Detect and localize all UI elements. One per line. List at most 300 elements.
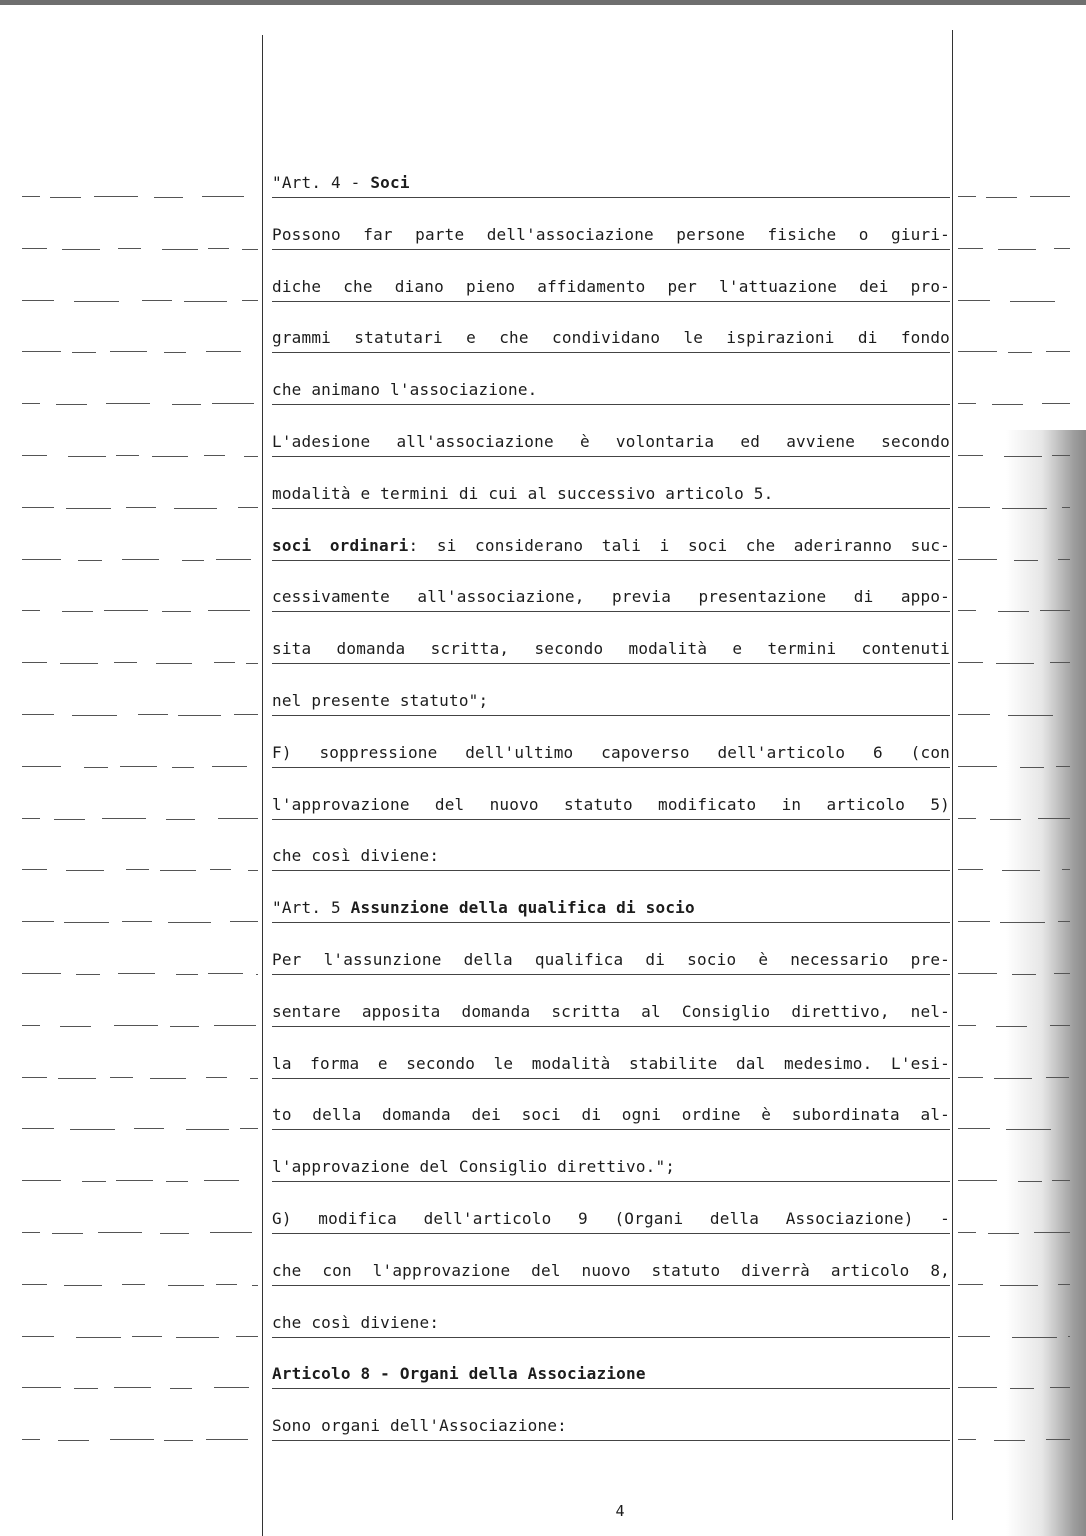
margin-rule bbox=[22, 1387, 61, 1388]
line-text-regular: Sono organi dell'Associazione: bbox=[272, 1416, 567, 1436]
margin-rule bbox=[958, 1180, 997, 1181]
margin-rule bbox=[116, 1180, 153, 1181]
text-line bbox=[272, 150, 950, 202]
line-text-regular: l'approvazione del nuovo statuto modificato in articolo 5) bbox=[272, 794, 950, 814]
text-line bbox=[272, 1186, 950, 1238]
line-text-bold: soci ordinari bbox=[272, 535, 409, 555]
line-underline bbox=[272, 352, 950, 353]
margin-rule bbox=[114, 1387, 151, 1388]
margin-rule bbox=[164, 1440, 193, 1441]
margin-rule bbox=[1054, 973, 1070, 974]
text-line bbox=[272, 409, 950, 461]
line-underline bbox=[272, 663, 950, 664]
text-line bbox=[272, 1134, 950, 1186]
margin-rule bbox=[172, 404, 201, 405]
margin-rule bbox=[994, 1440, 1025, 1441]
text-line bbox=[272, 1341, 950, 1393]
margin-rule bbox=[70, 1129, 115, 1130]
margin-rule bbox=[958, 921, 990, 922]
margin-rule bbox=[994, 1078, 1032, 1079]
margin-rule bbox=[214, 1025, 256, 1026]
margin-rule bbox=[206, 351, 241, 352]
line-text bbox=[272, 1314, 950, 1332]
margin-rule bbox=[166, 819, 195, 820]
line-underline bbox=[272, 870, 950, 871]
text-line bbox=[272, 202, 950, 254]
margin-rule bbox=[958, 300, 990, 301]
line-underline bbox=[272, 819, 950, 820]
margin-rule bbox=[122, 559, 159, 560]
margin-rule bbox=[178, 715, 221, 716]
margin-rule bbox=[1068, 1336, 1070, 1337]
margin-rule bbox=[22, 1439, 40, 1440]
margin-rule bbox=[1046, 1439, 1070, 1440]
margin-rule bbox=[134, 1128, 164, 1129]
margin-rule bbox=[126, 869, 149, 870]
margin-rule bbox=[1018, 1181, 1042, 1182]
margin-rule bbox=[256, 974, 258, 975]
margin-rule bbox=[1050, 1387, 1070, 1388]
margin-rule bbox=[82, 1181, 106, 1182]
margin-rule bbox=[240, 1128, 258, 1129]
margin-rule bbox=[138, 714, 168, 715]
line-text bbox=[272, 588, 950, 606]
line-underline bbox=[272, 249, 950, 250]
line-text bbox=[272, 1158, 950, 1176]
margin-rule bbox=[1062, 507, 1070, 508]
margin-rule bbox=[214, 662, 235, 663]
line-underline bbox=[272, 301, 950, 302]
margin-rule bbox=[110, 1439, 154, 1440]
margin-rule bbox=[110, 1077, 133, 1078]
margin-rule bbox=[958, 1387, 997, 1388]
margin-rule bbox=[22, 766, 61, 767]
line-text bbox=[272, 226, 950, 244]
margin-rule bbox=[72, 352, 96, 353]
line-text-regular: che così diviene: bbox=[272, 1312, 440, 1332]
margin-rule bbox=[152, 456, 188, 457]
line-text bbox=[272, 847, 950, 865]
margin-rule bbox=[1056, 766, 1070, 767]
margin-rule bbox=[22, 248, 47, 249]
line-text-regular: modalità e termini di cui al successivo articolo 5. bbox=[272, 483, 774, 503]
page-edge-shadow bbox=[1006, 430, 1086, 1536]
line-text-regular: grammi statutari e che condividano le ispirazioni di fondo bbox=[272, 328, 950, 348]
text-line bbox=[272, 254, 950, 306]
line-text bbox=[272, 278, 950, 296]
margin-rule bbox=[122, 921, 152, 922]
line-underline bbox=[272, 922, 950, 923]
margin-rule bbox=[60, 1026, 91, 1027]
margin-rule bbox=[1000, 1285, 1038, 1286]
line-text bbox=[272, 744, 950, 762]
margin-rule bbox=[206, 1439, 248, 1440]
margin-rule bbox=[1058, 559, 1070, 560]
margin-rule bbox=[212, 403, 254, 404]
margin-rule bbox=[1008, 715, 1053, 716]
margin-rule bbox=[236, 1336, 258, 1337]
line-text-regular: che animano l'associazione. bbox=[272, 380, 538, 400]
margin-rule bbox=[102, 818, 146, 819]
line-underline bbox=[272, 508, 950, 509]
margin-rule bbox=[1046, 351, 1070, 352]
margin-rule bbox=[204, 1180, 239, 1181]
margin-rule bbox=[204, 455, 225, 456]
margin-rule bbox=[234, 714, 258, 715]
margin-rule bbox=[156, 663, 192, 664]
line-underline bbox=[272, 1337, 950, 1338]
margin-rule bbox=[170, 1388, 192, 1389]
margin-rule bbox=[208, 248, 229, 249]
line-text bbox=[272, 381, 950, 399]
line-text bbox=[272, 433, 950, 451]
margin-rule bbox=[22, 714, 54, 715]
margin-rule bbox=[174, 508, 217, 509]
margin-rule bbox=[62, 611, 93, 612]
margin-rule bbox=[78, 560, 102, 561]
margin-rule bbox=[22, 455, 47, 456]
margin-rule bbox=[206, 1077, 227, 1078]
margin-rule bbox=[1002, 508, 1047, 509]
line-text-regular: : si considerano tali i soci che aderiranno suc- bbox=[408, 535, 950, 555]
margin-rule bbox=[56, 404, 87, 405]
line-text-regular: Possono far parte dell'associazione persone fisiche o giuri- bbox=[272, 224, 950, 244]
line-text bbox=[272, 1210, 950, 1228]
margin-rule bbox=[66, 870, 104, 871]
margin-rule bbox=[182, 560, 204, 561]
margin-rule bbox=[992, 404, 1023, 405]
margin-rule bbox=[64, 1285, 102, 1286]
margin-rule bbox=[242, 249, 258, 250]
margin-rule bbox=[132, 1336, 162, 1337]
margin-rule bbox=[22, 351, 61, 352]
margin-rule bbox=[114, 1025, 158, 1026]
line-underline bbox=[272, 1388, 950, 1389]
margin-rule bbox=[208, 610, 250, 611]
margin-rule bbox=[958, 1284, 983, 1285]
margin-rule bbox=[998, 611, 1029, 612]
line-text bbox=[272, 174, 950, 192]
text-line bbox=[272, 772, 950, 824]
margin-rule bbox=[74, 301, 119, 302]
line-underline bbox=[272, 1181, 950, 1182]
margin-rule bbox=[168, 1285, 204, 1286]
margin-rule bbox=[1002, 870, 1040, 871]
margin-rule bbox=[1030, 196, 1070, 197]
text-line bbox=[272, 668, 950, 720]
margin-rule bbox=[58, 1078, 96, 1079]
margin-rule bbox=[114, 662, 137, 663]
margin-rule bbox=[162, 249, 198, 250]
margin-rule bbox=[1038, 818, 1070, 819]
line-text bbox=[272, 1055, 950, 1073]
margin-rule bbox=[62, 249, 100, 250]
line-underline bbox=[272, 1078, 950, 1079]
margin-rule bbox=[246, 663, 258, 664]
margin-rule bbox=[214, 1387, 249, 1388]
margin-rule bbox=[22, 869, 47, 870]
scan-top-border bbox=[0, 0, 1086, 5]
text-line bbox=[272, 823, 950, 875]
margin-rule bbox=[1052, 1180, 1070, 1181]
margin-rule bbox=[72, 715, 117, 716]
margin-rule bbox=[216, 1284, 237, 1285]
margin-rule bbox=[998, 249, 1036, 250]
margin-rule bbox=[1052, 455, 1070, 456]
line-underline bbox=[272, 767, 950, 768]
margin-rule bbox=[230, 921, 258, 922]
line-underline bbox=[272, 1233, 950, 1234]
left-margin-line bbox=[262, 35, 263, 1536]
margin-rule bbox=[22, 300, 54, 301]
margin-rule bbox=[958, 559, 997, 560]
line-underline bbox=[272, 974, 950, 975]
margin-rule bbox=[1058, 1284, 1070, 1285]
margin-rule bbox=[22, 1128, 54, 1129]
text-line bbox=[272, 1393, 950, 1445]
line-underline bbox=[272, 404, 950, 405]
margin-rule bbox=[1010, 1388, 1034, 1389]
line-text bbox=[272, 640, 950, 658]
margin-rule bbox=[1034, 1232, 1070, 1233]
margin-rule bbox=[22, 921, 54, 922]
margin-rule bbox=[118, 248, 141, 249]
line-text bbox=[272, 1262, 950, 1280]
margin-rule bbox=[122, 1284, 145, 1285]
margin-rule bbox=[22, 1180, 61, 1181]
margin-rule bbox=[22, 1336, 54, 1337]
line-text-regular: cessivamente all'associazione, previa presentazione di appo- bbox=[272, 587, 950, 607]
line-text-regular: Per l'assunzione della qualifica di socio è necessario pre- bbox=[272, 950, 950, 969]
margin-rule bbox=[1050, 662, 1070, 663]
margin-rule bbox=[244, 456, 258, 457]
margin-rule bbox=[74, 1388, 98, 1389]
margin-rule bbox=[66, 508, 111, 509]
margin-rule bbox=[154, 197, 183, 198]
line-text-regular: che con l'approvazione del nuovo statuto diverrà articolo 8, bbox=[272, 1260, 950, 1280]
line-text-regular: G) modifica dell'articolo 9 (Organi della Associazione) - bbox=[272, 1209, 950, 1228]
line-underline bbox=[272, 715, 950, 716]
margin-rule bbox=[958, 714, 990, 715]
line-text bbox=[272, 329, 950, 347]
margin-rule bbox=[176, 974, 198, 975]
margin-rule bbox=[202, 196, 244, 197]
margin-rule bbox=[1012, 1337, 1057, 1338]
margin-rule bbox=[1006, 1129, 1051, 1130]
line-text bbox=[272, 1417, 950, 1435]
margin-rule bbox=[1058, 921, 1070, 922]
margin-rule bbox=[22, 1284, 47, 1285]
text-line bbox=[272, 720, 950, 772]
margin-rule bbox=[22, 818, 40, 819]
margin-rule bbox=[84, 767, 108, 768]
margin-rule bbox=[1010, 301, 1055, 302]
margin-rule bbox=[22, 1077, 47, 1078]
margin-rule bbox=[958, 869, 983, 870]
margin-rule bbox=[22, 196, 40, 197]
margin-rule bbox=[172, 767, 194, 768]
margin-rule bbox=[1014, 560, 1038, 561]
margin-rule bbox=[958, 1439, 976, 1440]
margin-rule bbox=[996, 663, 1034, 664]
margin-rule bbox=[958, 818, 976, 819]
margin-rule bbox=[1054, 248, 1070, 249]
margin-rule bbox=[110, 351, 147, 352]
line-underline bbox=[272, 1285, 950, 1286]
margin-rule bbox=[150, 1078, 186, 1079]
line-text-bold: Assunzione della qualifica di socio bbox=[350, 898, 695, 918]
margin-rule bbox=[22, 973, 61, 974]
line-underline bbox=[272, 1129, 950, 1130]
line-text-regular: F) soppressione dell'ultimo capoverso dell'articolo 6 (con bbox=[272, 742, 950, 762]
margin-rule bbox=[252, 1285, 258, 1286]
line-text-regular: nel presente statuto"; bbox=[272, 691, 489, 710]
margin-rule bbox=[116, 455, 139, 456]
margin-rule bbox=[242, 300, 258, 301]
margin-rule bbox=[54, 819, 85, 820]
line-text-regular: sentare apposita domanda scritta al Consiglio direttivo, nel- bbox=[272, 1001, 950, 1021]
margin-rule bbox=[22, 1232, 40, 1233]
margin-rule bbox=[216, 559, 251, 560]
margin-rule bbox=[1046, 1077, 1069, 1078]
margin-rule bbox=[58, 1440, 89, 1441]
margin-rule bbox=[1040, 610, 1070, 611]
margin-rule bbox=[958, 973, 997, 974]
line-text-regular: diche che diano pieno affidamento per l'attuazione dei pro- bbox=[272, 276, 950, 296]
margin-rule bbox=[22, 403, 40, 404]
margin-rule bbox=[76, 974, 100, 975]
line-text bbox=[272, 1106, 950, 1124]
line-text bbox=[272, 1003, 950, 1021]
margin-rule bbox=[76, 1337, 121, 1338]
line-underline bbox=[272, 1440, 950, 1441]
line-text-regular: la forma e secondo le modalità stabilite dal medesimo. L'esi- bbox=[272, 1053, 950, 1073]
margin-rule bbox=[1042, 403, 1070, 404]
text-line bbox=[272, 1290, 950, 1342]
margin-rule bbox=[22, 610, 40, 611]
text-line bbox=[272, 1238, 950, 1290]
line-underline bbox=[272, 1026, 950, 1027]
line-text bbox=[272, 899, 950, 917]
line-text-regular: sita domanda scritta, secondo modalità e termini contenuti bbox=[272, 639, 950, 659]
margin-rule bbox=[1004, 456, 1042, 457]
margin-rule bbox=[958, 455, 983, 456]
text-line bbox=[272, 564, 950, 616]
line-underline bbox=[272, 197, 950, 198]
margin-rule bbox=[166, 1181, 188, 1182]
margin-rule bbox=[1000, 922, 1045, 923]
margin-rule bbox=[52, 1233, 83, 1234]
line-text bbox=[272, 796, 950, 814]
margin-rule bbox=[248, 870, 258, 871]
margin-rule bbox=[22, 662, 47, 663]
margin-rule bbox=[176, 1337, 219, 1338]
margin-rule bbox=[958, 1128, 990, 1129]
text-line bbox=[272, 616, 950, 668]
margin-rule bbox=[186, 1129, 229, 1130]
line-text-bold: Soci bbox=[370, 173, 410, 192]
margin-rule bbox=[22, 559, 61, 560]
margin-rule bbox=[958, 507, 990, 508]
margin-rule bbox=[162, 611, 191, 612]
margin-rule bbox=[160, 870, 196, 871]
text-line bbox=[272, 875, 950, 927]
margin-rule bbox=[212, 766, 247, 767]
text-line bbox=[272, 979, 950, 1031]
margin-rule bbox=[208, 973, 243, 974]
margin-rule bbox=[996, 1026, 1027, 1027]
margin-rule bbox=[958, 1336, 990, 1337]
line-text bbox=[272, 537, 950, 555]
margin-rule bbox=[1020, 767, 1044, 768]
line-text-bold: Articolo 8 - Organi della Associazione bbox=[272, 1364, 646, 1384]
margin-rule bbox=[64, 922, 109, 923]
line-text bbox=[272, 485, 950, 503]
line-text-regular: che così diviene: bbox=[272, 846, 440, 866]
margin-rule bbox=[160, 1233, 189, 1234]
line-text bbox=[272, 692, 950, 710]
margin-rule bbox=[50, 197, 81, 198]
margin-rule bbox=[60, 663, 98, 664]
margin-rule bbox=[22, 507, 54, 508]
margin-rule bbox=[1008, 352, 1032, 353]
margin-rule bbox=[958, 662, 983, 663]
margin-rule bbox=[120, 766, 157, 767]
margin-rule bbox=[988, 1233, 1019, 1234]
margin-rule bbox=[958, 766, 997, 767]
line-text bbox=[272, 1365, 950, 1383]
text-line bbox=[272, 305, 950, 357]
text-line bbox=[272, 513, 950, 565]
margin-rule bbox=[218, 818, 258, 819]
margin-rule bbox=[958, 610, 976, 611]
margin-rule bbox=[250, 1078, 258, 1079]
text-line bbox=[272, 357, 950, 409]
margin-rule bbox=[958, 1232, 976, 1233]
margin-rule bbox=[990, 819, 1021, 820]
line-text bbox=[272, 951, 950, 969]
margin-rule bbox=[1012, 974, 1036, 975]
margin-rule bbox=[142, 300, 172, 301]
text-line bbox=[272, 927, 950, 979]
page-number: 4 bbox=[615, 1502, 625, 1520]
line-text-regular: L'adesione all'associazione è volontaria ed avviene secondo bbox=[272, 432, 950, 451]
line-text-regular: to della domanda dei soci di ogni ordine è subordinata al- bbox=[272, 1105, 950, 1125]
line-text-regular: l'approvazione del Consiglio direttivo."; bbox=[272, 1157, 676, 1177]
margin-rule bbox=[118, 973, 155, 974]
margin-rule bbox=[98, 1232, 142, 1233]
line-underline bbox=[272, 611, 950, 612]
line-text-regular: "Art. 5 bbox=[272, 898, 351, 918]
text-line bbox=[272, 461, 950, 513]
margin-rule bbox=[986, 197, 1017, 198]
margin-rule bbox=[68, 456, 106, 457]
margin-rule bbox=[168, 922, 211, 923]
margin-rule bbox=[1062, 869, 1070, 870]
margin-rule bbox=[22, 1025, 40, 1026]
margin-rule bbox=[958, 403, 976, 404]
margin-rule bbox=[106, 403, 150, 404]
margin-rule bbox=[958, 351, 997, 352]
margin-rule bbox=[94, 196, 138, 197]
margin-rule bbox=[210, 869, 231, 870]
line-underline bbox=[272, 560, 950, 561]
margin-rule bbox=[958, 196, 976, 197]
text-line bbox=[272, 1082, 950, 1134]
margin-rule bbox=[104, 610, 148, 611]
text-line bbox=[272, 1031, 950, 1083]
margin-rule bbox=[958, 1025, 976, 1026]
